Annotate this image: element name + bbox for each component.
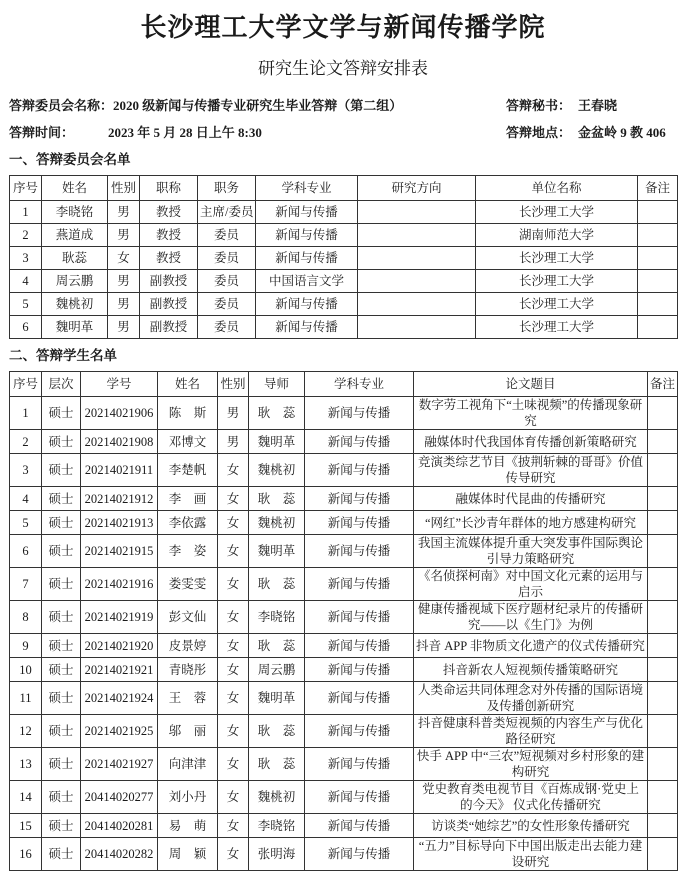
column-header: 姓名 <box>42 176 108 201</box>
cell: 副教授 <box>140 316 198 339</box>
cell: 新闻与传播 <box>305 838 414 871</box>
cell: 20214021920 <box>81 634 158 658</box>
cell: 副教授 <box>140 270 198 293</box>
cell: 魏桃初 <box>249 454 305 487</box>
cell: “五力”目标导向下中国出版走出去能力建设研究 <box>414 838 648 871</box>
defense-info <box>9 97 677 142</box>
cell: 委员 <box>198 224 256 247</box>
column-header: 性别 <box>218 372 249 397</box>
cell: 李 姿 <box>158 535 218 568</box>
table-row <box>10 535 678 568</box>
cell <box>358 270 476 293</box>
cell <box>638 316 678 339</box>
cell: 硕士 <box>42 634 81 658</box>
cell: 魏桃初 <box>249 511 305 535</box>
cell: 委员 <box>198 293 256 316</box>
cell: 耿 蕊 <box>249 397 305 430</box>
column-header: 姓名 <box>158 372 218 397</box>
cell: 周 颖 <box>158 838 218 871</box>
table-row <box>10 511 678 535</box>
cell: 竞演类综艺节目《披荆斩棘的哥哥》价值传导研究 <box>414 454 648 487</box>
cell: 张明海 <box>249 838 305 871</box>
cell: 女 <box>218 487 249 511</box>
cell: 20414020277 <box>81 781 158 814</box>
cell: 10 <box>10 658 42 682</box>
cell: 20214021921 <box>81 658 158 682</box>
cell: 李晓铭 <box>42 201 108 224</box>
table-row <box>10 247 678 270</box>
cell: 硕士 <box>42 814 81 838</box>
cell: 男 <box>108 224 140 247</box>
cell: 融媒体时代我国体育传播创新策略研究 <box>414 430 648 454</box>
cell: 新闻与传播 <box>305 814 414 838</box>
cell <box>648 682 678 715</box>
cell: 新闻与传播 <box>256 224 358 247</box>
column-header: 单位名称 <box>476 176 638 201</box>
cell <box>648 838 678 871</box>
cell: 邓博文 <box>158 430 218 454</box>
cell: 魏明革 <box>249 535 305 568</box>
table-row <box>10 224 678 247</box>
cell: 硕士 <box>42 430 81 454</box>
cell <box>648 535 678 568</box>
cell: 14 <box>10 781 42 814</box>
cell: 易 萌 <box>158 814 218 838</box>
cell: 我国主流媒体提升重大突发事件国际舆论引导力策略研究 <box>414 535 648 568</box>
cell: 20214021924 <box>81 682 158 715</box>
page-title: 长沙理工大学文学与新闻传播学院 <box>140 13 546 42</box>
cell: 娄雯雯 <box>158 568 218 601</box>
table-row <box>10 601 678 634</box>
cell: 女 <box>218 511 249 535</box>
cell: 3 <box>10 247 42 270</box>
cell <box>648 634 678 658</box>
cell: 新闻与传播 <box>305 715 414 748</box>
cell: 硕士 <box>42 601 81 634</box>
cell: 13 <box>10 748 42 781</box>
defense-time-label: 答辩时间： <box>9 125 75 140</box>
cell: 耿 蕊 <box>249 715 305 748</box>
cell: 新闻与传播 <box>256 247 358 270</box>
cell <box>648 397 678 430</box>
table-row <box>10 838 678 871</box>
cell: 女 <box>218 634 249 658</box>
cell <box>648 454 678 487</box>
cell: 李 画 <box>158 487 218 511</box>
cell: 向津津 <box>158 748 218 781</box>
cell: 女 <box>218 781 249 814</box>
cell: 20214021911 <box>81 454 158 487</box>
cell: 新闻与传播 <box>305 601 414 634</box>
table-row <box>10 748 678 781</box>
column-header: 导师 <box>249 372 305 397</box>
cell <box>648 748 678 781</box>
cell: 男 <box>108 201 140 224</box>
cell: 女 <box>218 568 249 601</box>
cell: 女 <box>218 601 249 634</box>
defense-location-field <box>506 124 677 142</box>
cell: 5 <box>10 293 42 316</box>
defense-time-field <box>9 124 506 142</box>
defense-location-label: 答辩地点： <box>506 125 572 140</box>
column-header: 研究方向 <box>358 176 476 201</box>
cell <box>638 293 678 316</box>
cell: 长沙理工大学 <box>476 270 638 293</box>
cell: 教授 <box>140 224 198 247</box>
committee-section-heading: 一、答辩委员会名单 <box>9 152 131 167</box>
cell <box>638 201 678 224</box>
cell: 新闻与传播 <box>305 487 414 511</box>
table-row <box>10 814 678 838</box>
cell: 7 <box>10 568 42 601</box>
secretary-value: 王春晓 <box>578 98 618 113</box>
cell <box>648 601 678 634</box>
cell: 20214021916 <box>81 568 158 601</box>
cell: 李晓铭 <box>249 601 305 634</box>
cell: 陈 斯 <box>158 397 218 430</box>
column-header: 职务 <box>198 176 256 201</box>
cell: 魏桃初 <box>42 293 108 316</box>
cell: 新闻与传播 <box>305 454 414 487</box>
cell: 11 <box>10 682 42 715</box>
column-header: 职称 <box>140 176 198 201</box>
table-row <box>10 270 678 293</box>
cell: 快手 APP 中“三农”短视频对乡村形象的建构研究 <box>414 748 648 781</box>
cell: 15 <box>10 814 42 838</box>
column-header: 性别 <box>108 176 140 201</box>
cell: 20214021908 <box>81 430 158 454</box>
cell <box>638 270 678 293</box>
secretary-label: 答辩秘书： <box>506 98 572 113</box>
cell: 刘小丹 <box>158 781 218 814</box>
cell: 硕士 <box>42 715 81 748</box>
cell: 20414020281 <box>81 814 158 838</box>
cell: 20214021906 <box>81 397 158 430</box>
cell: 女 <box>218 814 249 838</box>
cell: 硕士 <box>42 397 81 430</box>
cell: 新闻与传播 <box>305 511 414 535</box>
cell: 李晓铭 <box>249 814 305 838</box>
cell <box>648 658 678 682</box>
cell <box>648 568 678 601</box>
students-section-heading: 二、答辩学生名单 <box>9 348 117 363</box>
cell: 教授 <box>140 201 198 224</box>
cell <box>638 247 678 270</box>
column-header: 学号 <box>81 372 158 397</box>
cell: 教授 <box>140 247 198 270</box>
committee-name-value: 2020 级新闻与传播专业研究生毕业答辩（第二组） <box>113 98 403 113</box>
cell: 男 <box>218 430 249 454</box>
cell: 李楚帆 <box>158 454 218 487</box>
cell: 女 <box>218 454 249 487</box>
cell: 耿 蕊 <box>249 748 305 781</box>
cell <box>358 247 476 270</box>
cell <box>648 430 678 454</box>
cell: 女 <box>218 748 249 781</box>
cell: 新闻与传播 <box>305 430 414 454</box>
cell: 人类命运共同体理念对外传播的国际语境及传播创新研究 <box>414 682 648 715</box>
cell: 6 <box>10 535 42 568</box>
cell <box>358 293 476 316</box>
cell: 长沙理工大学 <box>476 293 638 316</box>
table-row <box>10 397 678 430</box>
cell: 青晓彤 <box>158 658 218 682</box>
cell: 耿蕊 <box>42 247 108 270</box>
column-header: 备注 <box>638 176 678 201</box>
cell: 数字劳工视角下“土味视频”的传播现象研究 <box>414 397 648 430</box>
cell: 周云鹏 <box>42 270 108 293</box>
table-row <box>10 316 678 339</box>
committee-name-label: 答辩委员会名称： <box>9 98 114 113</box>
cell: 硕士 <box>42 781 81 814</box>
cell: 新闻与传播 <box>256 201 358 224</box>
cell: 周云鹏 <box>249 658 305 682</box>
cell: 男 <box>108 293 140 316</box>
cell: 女 <box>218 535 249 568</box>
cell: 《名侦探柯南》对中国文化元素的运用与启示 <box>414 568 648 601</box>
cell: 长沙理工大学 <box>476 201 638 224</box>
cell: 4 <box>10 487 42 511</box>
cell: 耿 蕊 <box>249 634 305 658</box>
cell: 2 <box>10 430 42 454</box>
cell: 硕士 <box>42 748 81 781</box>
cell: 党史教育类电视节目《百炼成钢·党史上的今天》 仪式化传播研究 <box>414 781 648 814</box>
cell: 硕士 <box>42 454 81 487</box>
cell <box>358 316 476 339</box>
cell: 女 <box>218 682 249 715</box>
table-row <box>10 487 678 511</box>
cell: 新闻与传播 <box>305 748 414 781</box>
table-row <box>10 293 678 316</box>
cell: 新闻与传播 <box>305 397 414 430</box>
cell: 硕士 <box>42 487 81 511</box>
table-row <box>10 201 678 224</box>
cell: 新闻与传播 <box>256 316 358 339</box>
cell: 魏明革 <box>249 430 305 454</box>
cell: 硕士 <box>42 511 81 535</box>
cell: 耿 蕊 <box>249 487 305 511</box>
page-subtitle: 研究生论文答辩安排表 <box>258 59 428 78</box>
cell: 委员 <box>198 247 256 270</box>
table-row <box>10 658 678 682</box>
cell: 3 <box>10 454 42 487</box>
cell: 女 <box>218 838 249 871</box>
cell: 邬 丽 <box>158 715 218 748</box>
cell: 女 <box>218 715 249 748</box>
cell: 魏明革 <box>42 316 108 339</box>
column-header: 序号 <box>10 176 42 201</box>
cell: 6 <box>10 316 42 339</box>
column-header: 层次 <box>42 372 81 397</box>
cell: 新闻与传播 <box>305 781 414 814</box>
cell: 20214021915 <box>81 535 158 568</box>
cell: 委员 <box>198 316 256 339</box>
cell <box>648 781 678 814</box>
cell: 20214021912 <box>81 487 158 511</box>
cell: 新闻与传播 <box>256 293 358 316</box>
header-row <box>10 176 678 201</box>
secretary-field <box>506 97 677 115</box>
cell: 20214021913 <box>81 511 158 535</box>
cell: 长沙理工大学 <box>476 247 638 270</box>
cell: 硕士 <box>42 838 81 871</box>
cell: 硕士 <box>42 682 81 715</box>
table-row <box>10 682 678 715</box>
cell: 新闻与传播 <box>305 682 414 715</box>
cell: 魏桃初 <box>249 781 305 814</box>
defense-location-value: 金盆岭 9 教 406 <box>578 125 666 140</box>
cell: 健康传播视域下医疗题材纪录片的传播研究——以《生门》为例 <box>414 601 648 634</box>
cell: 女 <box>108 247 140 270</box>
cell: 耿 蕊 <box>249 568 305 601</box>
cell: 新闻与传播 <box>305 535 414 568</box>
cell: 中国语言文学 <box>256 270 358 293</box>
column-header: 学科专业 <box>256 176 358 201</box>
cell: 女 <box>218 658 249 682</box>
cell: 男 <box>108 316 140 339</box>
cell: 新闻与传播 <box>305 658 414 682</box>
cell: 硕士 <box>42 658 81 682</box>
cell: 20214021919 <box>81 601 158 634</box>
column-header: 论文题目 <box>414 372 648 397</box>
cell: 访谈类“她综艺”的女性形象传播研究 <box>414 814 648 838</box>
cell <box>648 487 678 511</box>
cell: 李依露 <box>158 511 218 535</box>
table-row <box>10 634 678 658</box>
cell: 1 <box>10 397 42 430</box>
table-row <box>10 781 678 814</box>
cell: 硕士 <box>42 568 81 601</box>
cell: 湖南师范大学 <box>476 224 638 247</box>
cell <box>648 715 678 748</box>
cell: “网红”长沙青年群体的地方感建构研究 <box>414 511 648 535</box>
cell: 新闻与传播 <box>305 568 414 601</box>
table-row <box>10 715 678 748</box>
defense-time-value: 2023 年 5 月 28 日上午 8:30 <box>108 125 262 140</box>
committee-table <box>9 175 678 339</box>
cell: 王 蓉 <box>158 682 218 715</box>
column-header: 备注 <box>648 372 678 397</box>
document-page <box>0 12 686 869</box>
cell: 燕道成 <box>42 224 108 247</box>
cell: 男 <box>108 270 140 293</box>
table-row <box>10 430 678 454</box>
table-row <box>10 568 678 601</box>
cell: 16 <box>10 838 42 871</box>
cell: 皮景婷 <box>158 634 218 658</box>
cell <box>358 201 476 224</box>
cell: 12 <box>10 715 42 748</box>
cell: 长沙理工大学 <box>476 316 638 339</box>
cell <box>648 511 678 535</box>
cell: 硕士 <box>42 535 81 568</box>
cell: 委员 <box>198 270 256 293</box>
cell: 男 <box>218 397 249 430</box>
cell: 主席/委员 <box>198 201 256 224</box>
cell: 抖音健康科普类短视频的内容生产与优化路径研究 <box>414 715 648 748</box>
cell: 8 <box>10 601 42 634</box>
committee-name-field <box>9 97 506 115</box>
cell: 抖音新农人短视频传播策略研究 <box>414 658 648 682</box>
header-row <box>10 372 678 397</box>
column-header: 学科专业 <box>305 372 414 397</box>
cell: 彭文仙 <box>158 601 218 634</box>
cell: 5 <box>10 511 42 535</box>
cell: 2 <box>10 224 42 247</box>
students-table <box>9 371 678 871</box>
info-row-2 <box>9 124 677 142</box>
cell <box>358 224 476 247</box>
cell: 20214021927 <box>81 748 158 781</box>
table-row <box>10 454 678 487</box>
cell: 融媒体时代昆曲的传播研究 <box>414 487 648 511</box>
cell: 1 <box>10 201 42 224</box>
info-row-1 <box>9 97 677 115</box>
cell: 新闻与传播 <box>305 634 414 658</box>
cell: 20414020282 <box>81 838 158 871</box>
cell <box>648 814 678 838</box>
cell: 4 <box>10 270 42 293</box>
cell <box>638 224 678 247</box>
cell: 副教授 <box>140 293 198 316</box>
cell: 9 <box>10 634 42 658</box>
cell: 20214021925 <box>81 715 158 748</box>
cell: 魏明革 <box>249 682 305 715</box>
cell: 抖音 APP 非物质文化遗产的仪式传播研究 <box>414 634 648 658</box>
column-header: 序号 <box>10 372 42 397</box>
